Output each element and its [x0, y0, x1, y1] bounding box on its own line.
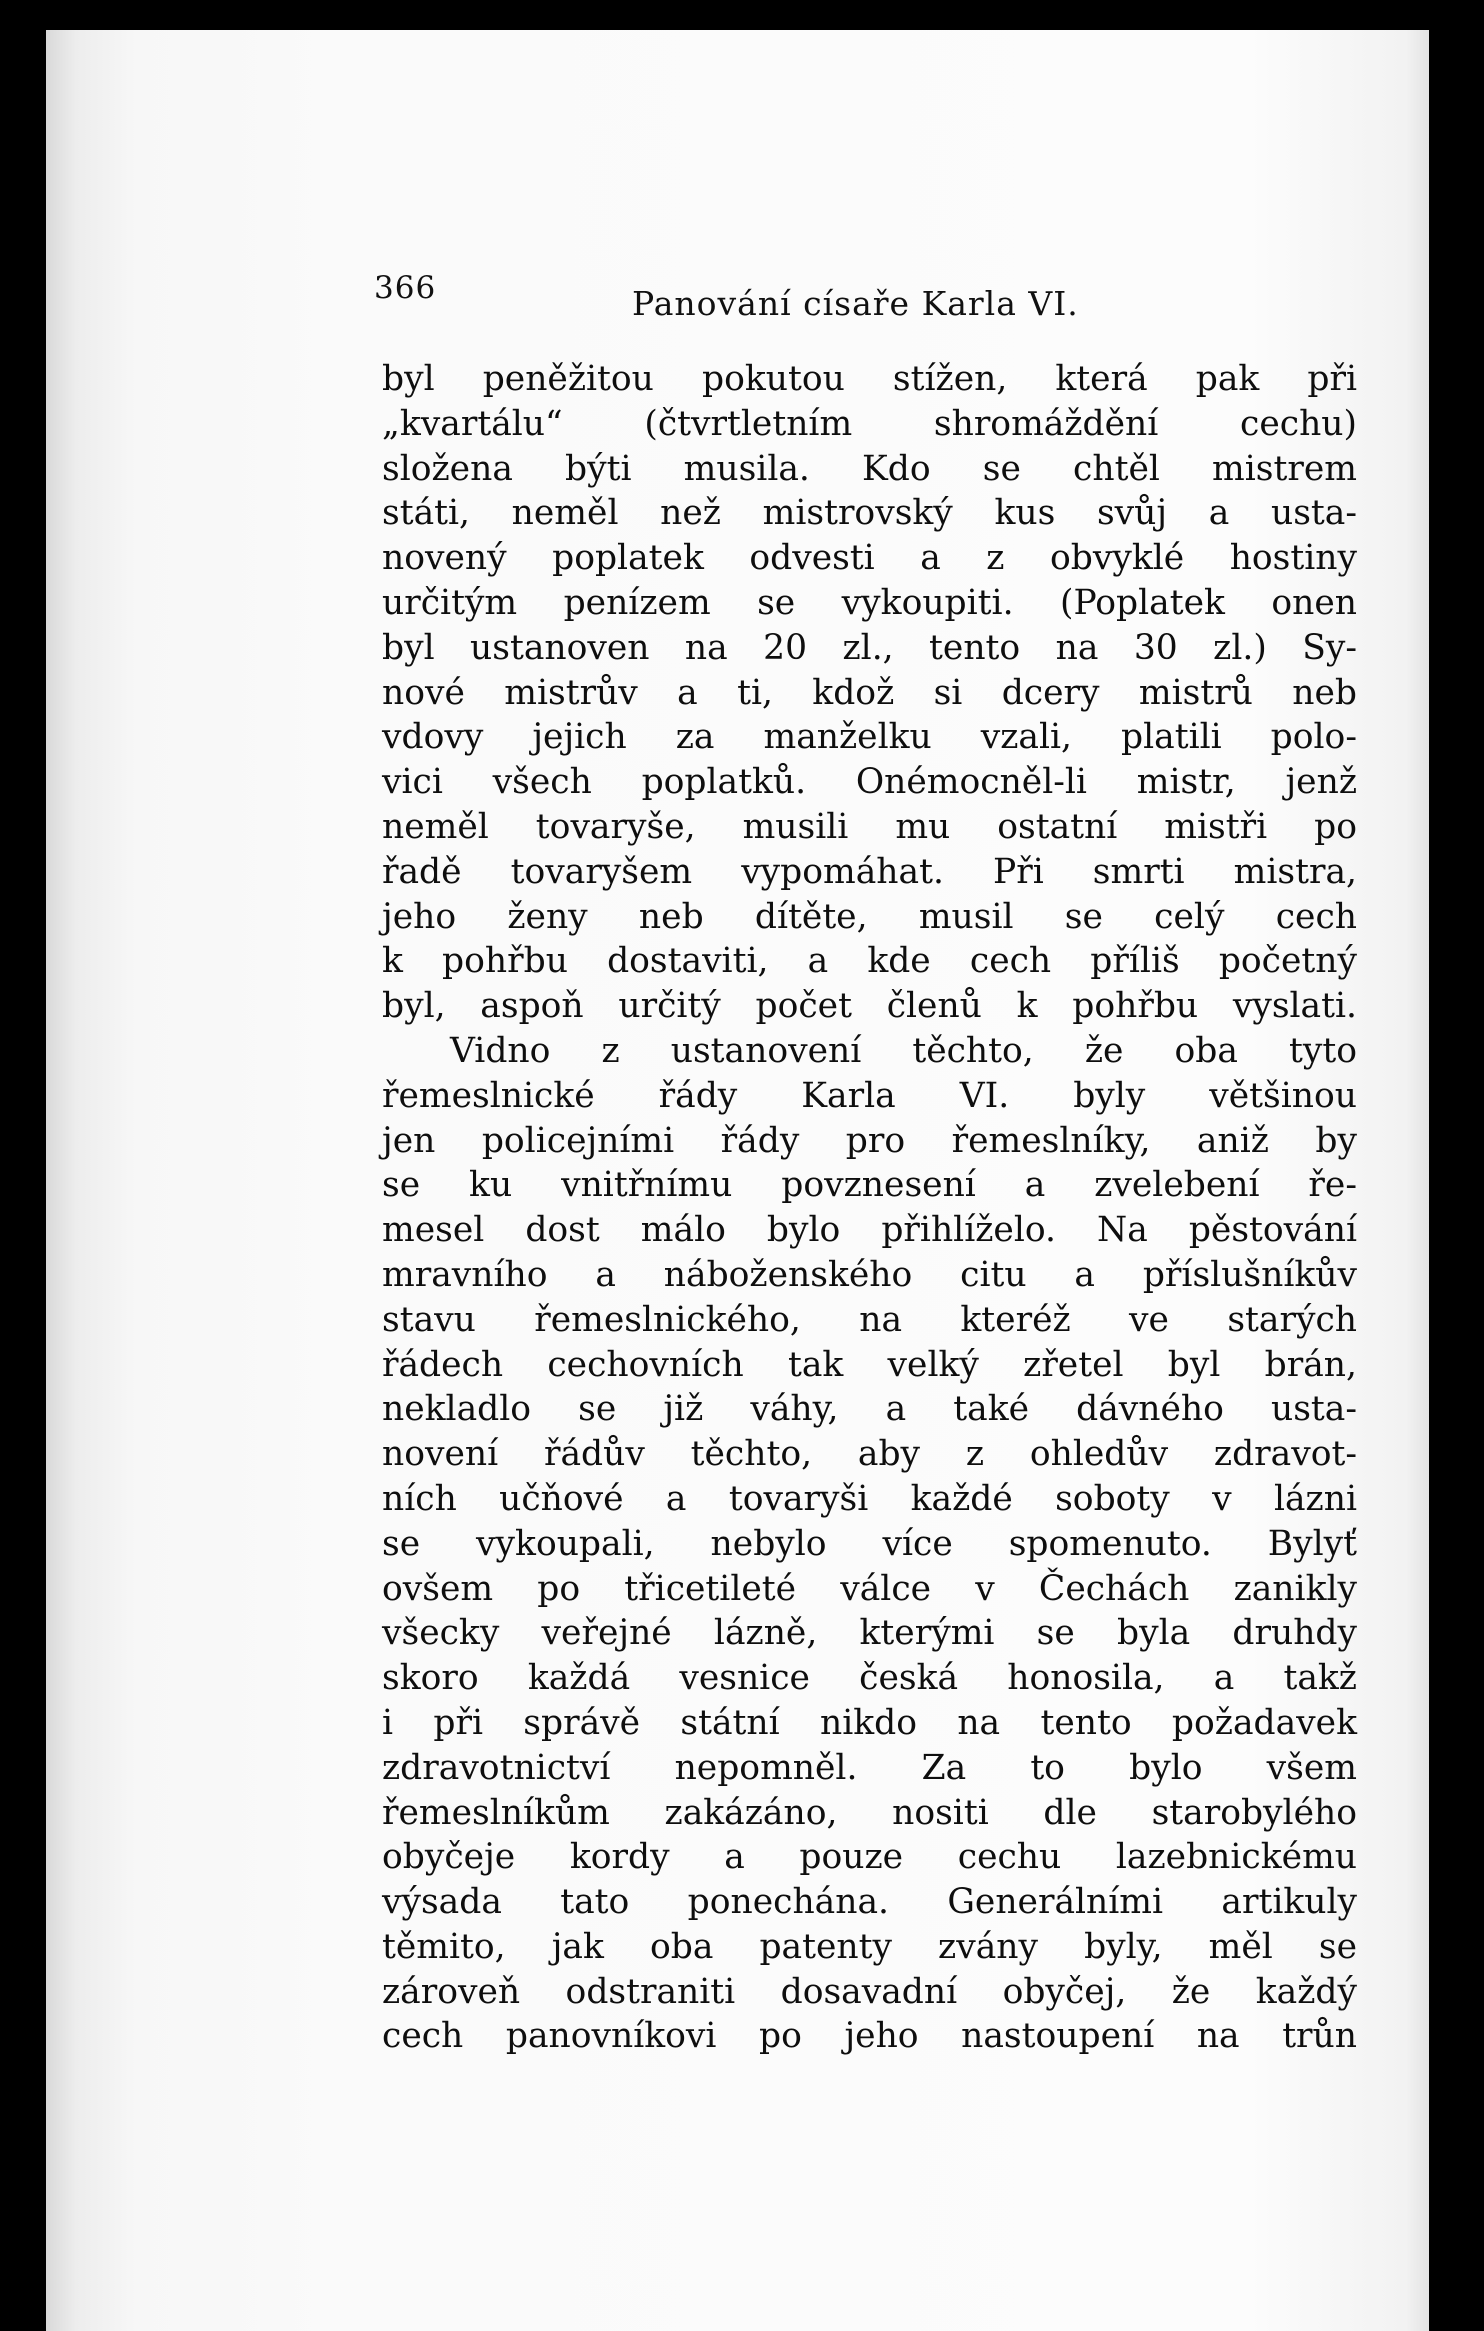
- text-line-18: jen policejními řády pro řemeslníky, aniž by: [382, 1120, 1357, 1161]
- text-line-33: řemeslníkům zakázáno, nositi dle starobylého: [382, 1792, 1357, 1833]
- running-head-title: Panování císaře Karla VI.: [632, 284, 1079, 323]
- running-head: [46, 270, 1429, 330]
- text-line-35: výsada tato ponechána. Generálními artikuly: [382, 1882, 1357, 1923]
- text-line-17: řemeslnické řády Karla VI. byly většinou: [382, 1075, 1357, 1116]
- scan-border-top: [0, 0, 1484, 30]
- text-line-5: novený poplatek odvesti a z obvyklé hostiny: [382, 538, 1357, 579]
- text-line-19: se ku vnitřnímu povznesení a zvelebení ře-: [382, 1165, 1357, 1206]
- paragraph-start-line: Vidno z ustanovení těchto, že oba tyto: [450, 1030, 1357, 1071]
- text-line-22: stavu řemeslnického, na kteréž ve starých: [382, 1299, 1357, 1340]
- text-line-24: nekladlo se již váhy, a také dávného usta-: [382, 1389, 1357, 1430]
- text-line-7: byl ustanoven na 20 zl., tento na 30 zl.) Sy-: [382, 627, 1357, 668]
- text-line-13: jeho ženy neb dítěte, musil se celý cech: [382, 896, 1357, 937]
- text-line-32: zdravotnictví nepomněl. Za to bylo všem: [382, 1747, 1357, 1788]
- text-line-27: se vykoupali, nebylo více spomenuto. Bylyť: [382, 1523, 1357, 1564]
- book-page: [46, 30, 1429, 2331]
- text-line-28: ovšem po třicetileté válce v Čechách zanikly: [382, 1568, 1357, 1609]
- text-line-12: řadě tovaryšem vypomáhat. Při smrti mistra,: [382, 851, 1357, 892]
- scan-border-left: [0, 0, 46, 2331]
- text-line-31: i při správě státní nikdo na tento požadavek: [382, 1702, 1357, 1743]
- text-line-36: těmito, jak oba patenty zvány byly, měl se: [382, 1926, 1357, 1967]
- text-line-8: nové mistrův a ti, kdož si dcery mistrů neb: [382, 672, 1357, 713]
- text-line-30: skoro každá vesnice česká honosila, a takž: [382, 1658, 1357, 1699]
- text-line-29: všecky veřejné lázně, kterými se byla druhdy: [382, 1613, 1357, 1654]
- scan-border-right: [1429, 0, 1484, 2331]
- text-line-1: byl peněžitou pokutou stížen, která pak při: [382, 359, 1357, 399]
- text-line-3: složena býti musila. Kdo se chtěl mistrem: [382, 448, 1357, 489]
- text-line-34: obyčeje kordy a pouze cechu lazebnickému: [382, 1837, 1357, 1878]
- text-line-15: byl, aspoň určitý počet členů k pohřbu vyslati.: [382, 986, 1357, 1027]
- text-line-37: zároveň odstraniti dosavadní obyčej, že každý: [382, 1971, 1357, 2012]
- text-line-21: mravního a náboženského citu a příslušníkův: [382, 1254, 1357, 1295]
- text-line-14: k pohřbu dostaviti, a kde cech příliš početný: [382, 941, 1357, 982]
- text-line-10: vici všech poplatků. Onémocněl-li mistr, jenž: [382, 762, 1357, 803]
- text-line-11: neměl tovaryše, musili mu ostatní mistři po: [382, 806, 1357, 847]
- body-text: [382, 357, 1357, 2059]
- page-number: 366: [374, 270, 437, 306]
- text-line-6: určitým penízem se vykoupiti. (Poplatek onen: [382, 582, 1357, 623]
- text-line-4: státi, neměl než mistrovský kus svůj a usta-: [382, 493, 1357, 534]
- text-line-9: vdovy jejich za manželku vzali, platili polo-: [382, 717, 1357, 758]
- text-line-25: novení řádův těchto, aby z ohledův zdravot-: [382, 1434, 1357, 1475]
- text-line-38: cech panovníkovi po jeho nastoupení na trůn: [382, 2016, 1357, 2057]
- text-line-2: „kvartálu“ (čtvrtletním shromáždění cechu): [382, 403, 1357, 444]
- text-line-23: řádech cechovních tak velký zřetel byl brán,: [382, 1344, 1357, 1385]
- text-line-26: ních učňové a tovaryši každé soboty v lázni: [382, 1478, 1357, 1519]
- text-line-20: mesel dost málo bylo přihlíželo. Na pěstování: [382, 1210, 1357, 1251]
